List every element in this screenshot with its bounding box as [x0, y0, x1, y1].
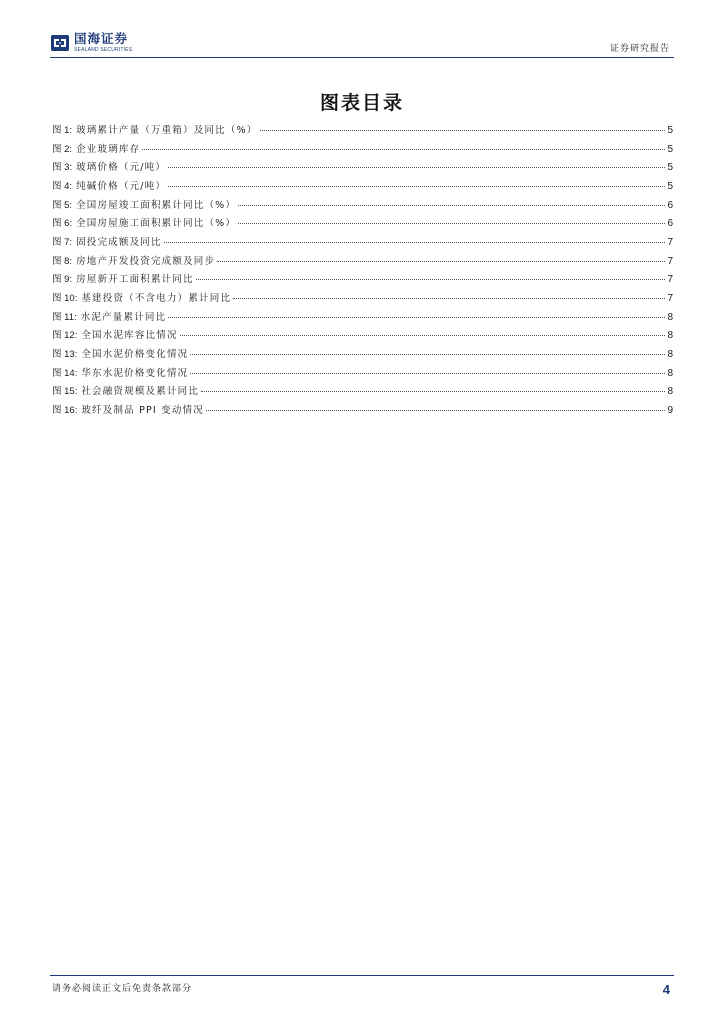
toc-entry[interactable] [52, 327, 673, 346]
toc-entry-page: 7 [667, 236, 673, 248]
toc-title: 图表目录 [319, 92, 404, 114]
toc-dot-leader [190, 353, 665, 355]
page-number: 4 [662, 982, 670, 997]
toc-entry-page: 8 [667, 367, 673, 379]
toc-entry[interactable] [52, 346, 673, 365]
toc-entry-label: 图 15: [52, 386, 78, 398]
toc-entry-label: 图 12: [52, 330, 78, 342]
toc-dot-leader [260, 129, 666, 131]
toc-entry-page: 6 [667, 199, 673, 211]
toc-entry-title: 水泥产量累计同比 [80, 311, 167, 323]
toc-entry-label: 图 4: [52, 180, 73, 192]
toc-entry-page: 7 [667, 274, 673, 286]
toc-entry-title: 固投完成额及同比 [76, 236, 162, 248]
toc-entry[interactable] [52, 383, 673, 402]
toc-entry-page: 5 [667, 180, 673, 192]
toc-entry[interactable] [52, 159, 673, 178]
toc-dot-leader [168, 316, 665, 318]
logo-chinese-name: 国海证券 [74, 31, 129, 47]
toc-entry[interactable] [52, 234, 673, 253]
toc-entry-title: 房屋新开工面积累计同比 [76, 274, 194, 286]
toc-entry-label: 图 13: [52, 348, 78, 360]
toc-entry[interactable] [52, 197, 673, 216]
page-header [50, 30, 674, 58]
company-logo [50, 32, 132, 54]
toc-dot-leader [238, 222, 665, 224]
toc-dot-leader [196, 278, 666, 280]
toc-entry-label: 图 5: [52, 199, 73, 211]
toc-entry-title: 玻璃价格（元/吨） [76, 162, 167, 174]
toc-entry-title: 玻纤及制品 PPI 变动情况 [81, 404, 204, 416]
toc-entry-title: 纯碱价格（元/吨） [76, 180, 167, 192]
toc-entry-label: 图 16: [52, 404, 78, 416]
toc-entry-label: 图 11: [52, 311, 77, 323]
toc-entry-page: 5 [667, 143, 673, 155]
toc-entry-label: 图 2: [52, 143, 73, 155]
toc-entry[interactable] [52, 290, 673, 309]
toc-entry[interactable] [52, 309, 673, 328]
toc-dot-leader [168, 166, 665, 168]
toc-entry-title: 全国房屋施工面积累计同比（%） [76, 218, 237, 230]
toc-entry-title: 房地产开发投资完成额及同步 [76, 255, 216, 267]
toc-entry-page: 7 [667, 292, 673, 304]
toc-entry-page: 7 [667, 255, 673, 267]
toc-dot-leader [206, 409, 665, 411]
toc-dot-leader [201, 390, 665, 392]
report-type-label: 证券研究报告 [609, 44, 670, 54]
toc-entry-label: 图 10: [52, 292, 78, 304]
toc-entry-label: 图 7: [52, 236, 73, 248]
toc-entry-label: 图 6: [52, 218, 73, 230]
toc-dot-leader [168, 185, 665, 187]
toc-entry[interactable] [52, 215, 673, 234]
toc-entry[interactable] [52, 178, 673, 197]
toc-entry-title: 企业玻璃库存 [76, 143, 141, 155]
toc-entry-page: 6 [667, 218, 673, 230]
toc-dot-leader [142, 148, 665, 150]
sealand-logo-icon [50, 33, 70, 53]
toc-entry-title: 全国房屋竣工面积累计同比（%） [76, 199, 237, 211]
toc-entry[interactable] [52, 365, 673, 384]
page-footer [50, 975, 674, 1006]
toc-entry-label: 图 8: [52, 255, 73, 267]
toc-entry-page: 8 [667, 348, 673, 360]
logo-english-name: SEALAND SECURITIES [74, 46, 133, 53]
toc-entry[interactable] [52, 122, 673, 141]
toc-entry-label: 图 3: [52, 162, 73, 174]
toc-dot-leader [180, 334, 666, 336]
toc-entry-page: 5 [667, 162, 673, 174]
toc-entry[interactable] [52, 141, 673, 160]
toc-entry-title: 全国水泥价格变化情况 [81, 348, 189, 360]
toc-entry-title: 全国水泥库容比情况 [81, 330, 178, 342]
toc-entry-page: 8 [667, 311, 673, 323]
toc-entry[interactable] [52, 253, 673, 272]
toc-entry[interactable] [52, 402, 673, 421]
toc-entry-label: 图 9: [52, 274, 73, 286]
toc-dot-leader [217, 260, 665, 262]
toc-entry-page: 9 [667, 404, 673, 416]
toc-entry-page: 8 [667, 330, 673, 342]
toc-entry-label: 图 14: [52, 367, 78, 379]
toc-entry-page: 8 [667, 386, 673, 398]
toc-dot-leader [164, 241, 666, 243]
toc-entry-title: 华东水泥价格变化情况 [81, 367, 189, 379]
toc-entry-title: 基建投资（不含电力）累计同比 [81, 292, 232, 304]
toc-entry-title: 社会融资规模及累计同比 [81, 386, 200, 398]
toc-dot-leader [233, 297, 665, 299]
toc-dot-leader [190, 372, 665, 374]
toc-list [52, 122, 673, 421]
toc-entry-page: 5 [667, 125, 673, 136]
toc-entry-title: 玻璃累计产量（万重箱）及同比（%） [76, 125, 258, 136]
toc-dot-leader [238, 204, 665, 206]
disclaimer-note: 请务必阅读正文后免责条款部分 [52, 984, 193, 994]
toc-entry[interactable] [52, 271, 673, 290]
toc-entry-label: 图 1: [52, 125, 73, 136]
